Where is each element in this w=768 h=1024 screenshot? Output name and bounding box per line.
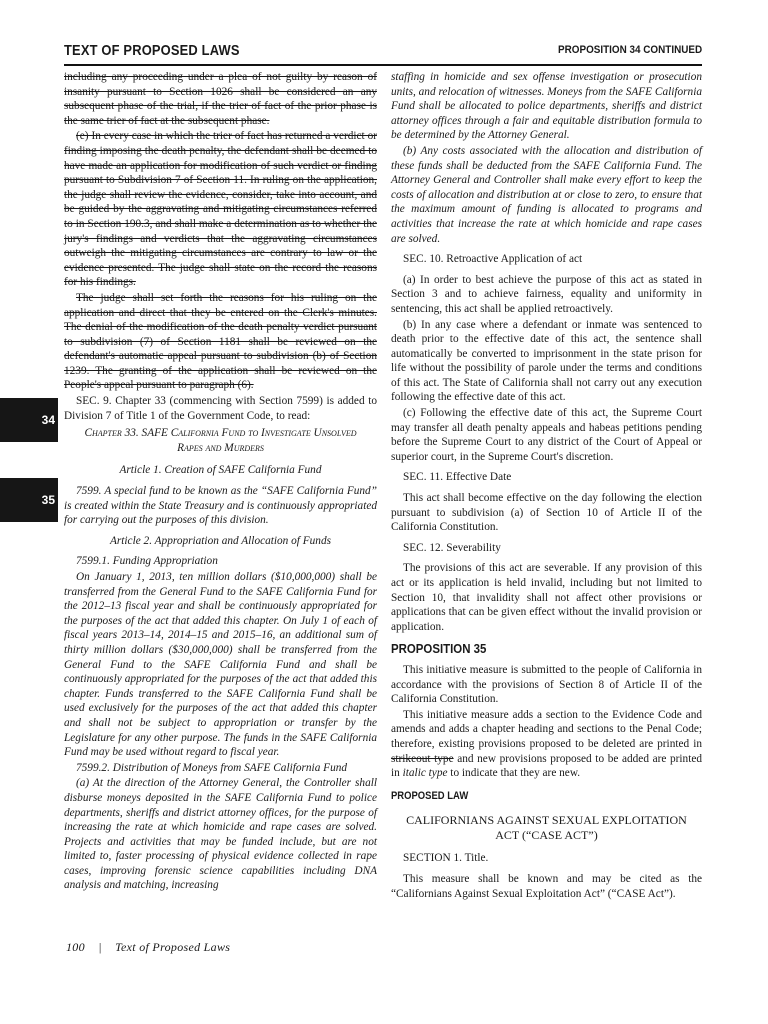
page-header (64, 40, 702, 66)
italic-sample: italic type (402, 767, 448, 780)
retroactive-paragraph: (a) In order to best achieve the purpose of this act as stated in Section 3 and to achieve fairness, equality and uniformity in sentencing, this act shall be applied retroactively. (391, 273, 702, 315)
distribution-paragraph-continued: staffing in homicide and sex offense investigation or prosecution units, and relocation of witnesses. Moneys from the SAFE California Fund shall be allocated to police departments, sheriffs and district attorney offices through a fair and equitable distribution formula to be determined by the Attorney General. (391, 71, 702, 142)
retroactive-paragraph: (b) In any case where a defendant or inmate was sentenced to death prior to the effective date of this act, the sentence shall automatically be converted to imprisonment in the state prison for life without the possibility of parole under the terms and conditions of this act. The State of California shall not carry out any execution following the effective date of this act. (391, 318, 702, 404)
deleted-paragraph: The judge shall set forth the reasons for his ruling on the application and direct that they be entered on the Clerk's minutes. The denial of the modification of the death penalty verdict pursuant to subdivision (7) of Section 1181 shall be reviewed on the defendant's automatic appeal pursuant to subdivision (b) of Section 1239. The granting of the application shall be reviewed on the People's appeal pursuant to paragraph (6). (64, 291, 377, 392)
header-proposition: PROPOSITION 34 CONTINUED (557, 44, 702, 56)
section-7599-paragraph: 7599. A special fund to be known as the “SAFE California Fund” is created within the State Treasury and is continuously appropriated for carrying out the purposes of this division. (64, 485, 377, 527)
deleted-paragraph: including any proceeding under a plea of not guilty by reason of insanity pursuant to Section 1026 shall be considered an any subsequent phase of the trial, if the trier of fact of the prior phase is the same trier of fact at the subsequent phase. (64, 71, 377, 127)
section-heading: SEC. 10. Retroactive Application of act (403, 253, 583, 266)
article-heading: Article 1. Creation of SAFE California Fund (119, 464, 322, 477)
severability-paragraph: The provisions of this act are severable. If any provision of this act or its application is held invalid, including but not limited to Section 10, that invalidity shall not affect other provisions or applications that can be given effect without the invalid provision or application. (391, 562, 702, 633)
tab-proposition-35[interactable]: 35 (0, 478, 58, 522)
section-heading: SEC. 11. Effective Date (403, 471, 512, 484)
page-footer (66, 940, 230, 955)
text-run: This initiative measure adds a section to the Evidence Code and amends and adds a chapter heading and sections to the Penal Code; therefore, existing provisions proposed to be deleted are printed in (391, 708, 702, 750)
act-title-line: ACT (“CASE ACT”) (495, 828, 598, 843)
right-column (391, 70, 702, 902)
section-heading: SECTION 1. Title. (403, 852, 489, 865)
costs-paragraph: (b) Any costs associated with the allocation and distribution of these funds shall be deducted from the SAFE California Fund. The Attorney General and Controller shall make every effort to keep the costs of allocation and distribution at or close to zero, to ensure that the maximum amount of funding is allocated to programs and activities that increase the rate at which homicide and rape cases are solved. (391, 144, 702, 245)
retroactive-paragraph: (c) Following the effective date of this act, the Supreme Court may transfer all death penalty appeals and habeas petitions pending before the Supreme Court to any district of the Court of Appeal or superior court, in the Supreme Court's discretion. (391, 407, 702, 463)
left-column (64, 70, 377, 894)
text-run: and new provisions proposed to be added are printed in (391, 752, 702, 780)
act-title-line: CALIFORNIANS AGAINST SEXUAL EXPLOITATION (406, 813, 687, 828)
distribution-paragraph: (a) At the direction of the Attorney General, the Controller shall disburse moneys deposited in the SAFE California Fund to police departments, sheriffs and district attorney offices, for the purpose of increasing the rate at which homicide and rape cases are solved. Projects and activities that may be funded include, but are not limited to, faster processing of physical evidence collected in rape cases, improving forensic science capabilities including DNA analysis and matching, increasing (64, 777, 377, 892)
proposition-35-heading: PROPOSITION 35 (391, 641, 487, 657)
section-heading: SEC. 12. Severability (403, 541, 501, 554)
act-title (391, 813, 702, 843)
effective-date-paragraph: This act shall become effective on the day following the election pursuant to subdivision (a) of Section 10 of Article II of the California Constitution. (391, 492, 702, 534)
deleted-paragraph: (e) In every case in which the trier of fact has returned a verdict or finding imposing the death penalty, the defendant shall be deemed to have made an application for modification of such verdict or finding pursuant to Subdivision 7 of Section 11. In ruling on the application, the judge shall review the evidence, consider, take into account, and be guided by the aggravating and mitigating circumstances referred to in Section 190.3, and shall make a determination as to whether the jury's findings and verdicts that the aggravating circumstances outweigh the mitigating circumstances are contrary to law or the evidence presented. The judge shall state on the record the reasons for his findings. (64, 130, 377, 289)
header-title: TEXT OF PROPOSED LAWS (64, 42, 240, 59)
initiative-paragraph (391, 708, 702, 781)
subsection-heading: 7599.2. Distribution of Moneys from SAFE California Fund (76, 761, 348, 774)
strikeout-sample: strikeout type (391, 752, 454, 765)
chapter-heading: Chapter 33. SAFE California Fund to Investigate Unsolved Rapes and Murders (84, 427, 357, 454)
initiative-paragraph: This initiative measure is submitted to the people of California in accordance with the provisions of Section 8 of Article II of the California Constitution. (391, 663, 702, 706)
funding-paragraph: On January 1, 2013, ten million dollars ($10,000,000) shall be transferred from the General Fund to the SAFE California Fund for the 2012–13 fiscal year and shall be continuously appropriated for the purposes of the act that added this chapter. On July 1 of each of fiscal years 2013–14, 2014–15 and 2015–16, an additional sum of thirty million dollars ($30,000,000) shall be transferred from the General Fund to the SAFE California Fund and shall be continuously appropriated for the purposes of the act that added this chapter. Funds transferred to the SAFE California Fund shall be used exclusively for the purposes of the act that added this chapter and shall not be subject to appropriation or transfer by the Legislature for any other purpose. The funds in the SAFE California Fund may be used without regard to fiscal year. (64, 571, 377, 759)
footer-text: Text of Proposed Laws (115, 940, 231, 954)
section-9-paragraph: SEC. 9. Chapter 33 (commencing with Section 7599) is added to Division 7 of Title 1 of the Government Code, to read: (64, 395, 377, 422)
subsection-heading: 7599.1. Funding Appropriation (76, 555, 218, 568)
article-heading: Article 2. Appropriation and Allocation of Funds (109, 534, 332, 547)
tab-proposition-34[interactable]: 34 (0, 398, 58, 442)
page-number: 100 (66, 940, 85, 954)
proposed-law-heading: PROPOSED LAW (391, 789, 469, 802)
footer-separator: | (98, 940, 102, 954)
text-run: to indicate that they are new. (447, 767, 581, 780)
title-paragraph: This measure shall be known and may be cited as the “Californians Against Sexual Exploitation Act” (“CASE Act”). (391, 872, 702, 900)
